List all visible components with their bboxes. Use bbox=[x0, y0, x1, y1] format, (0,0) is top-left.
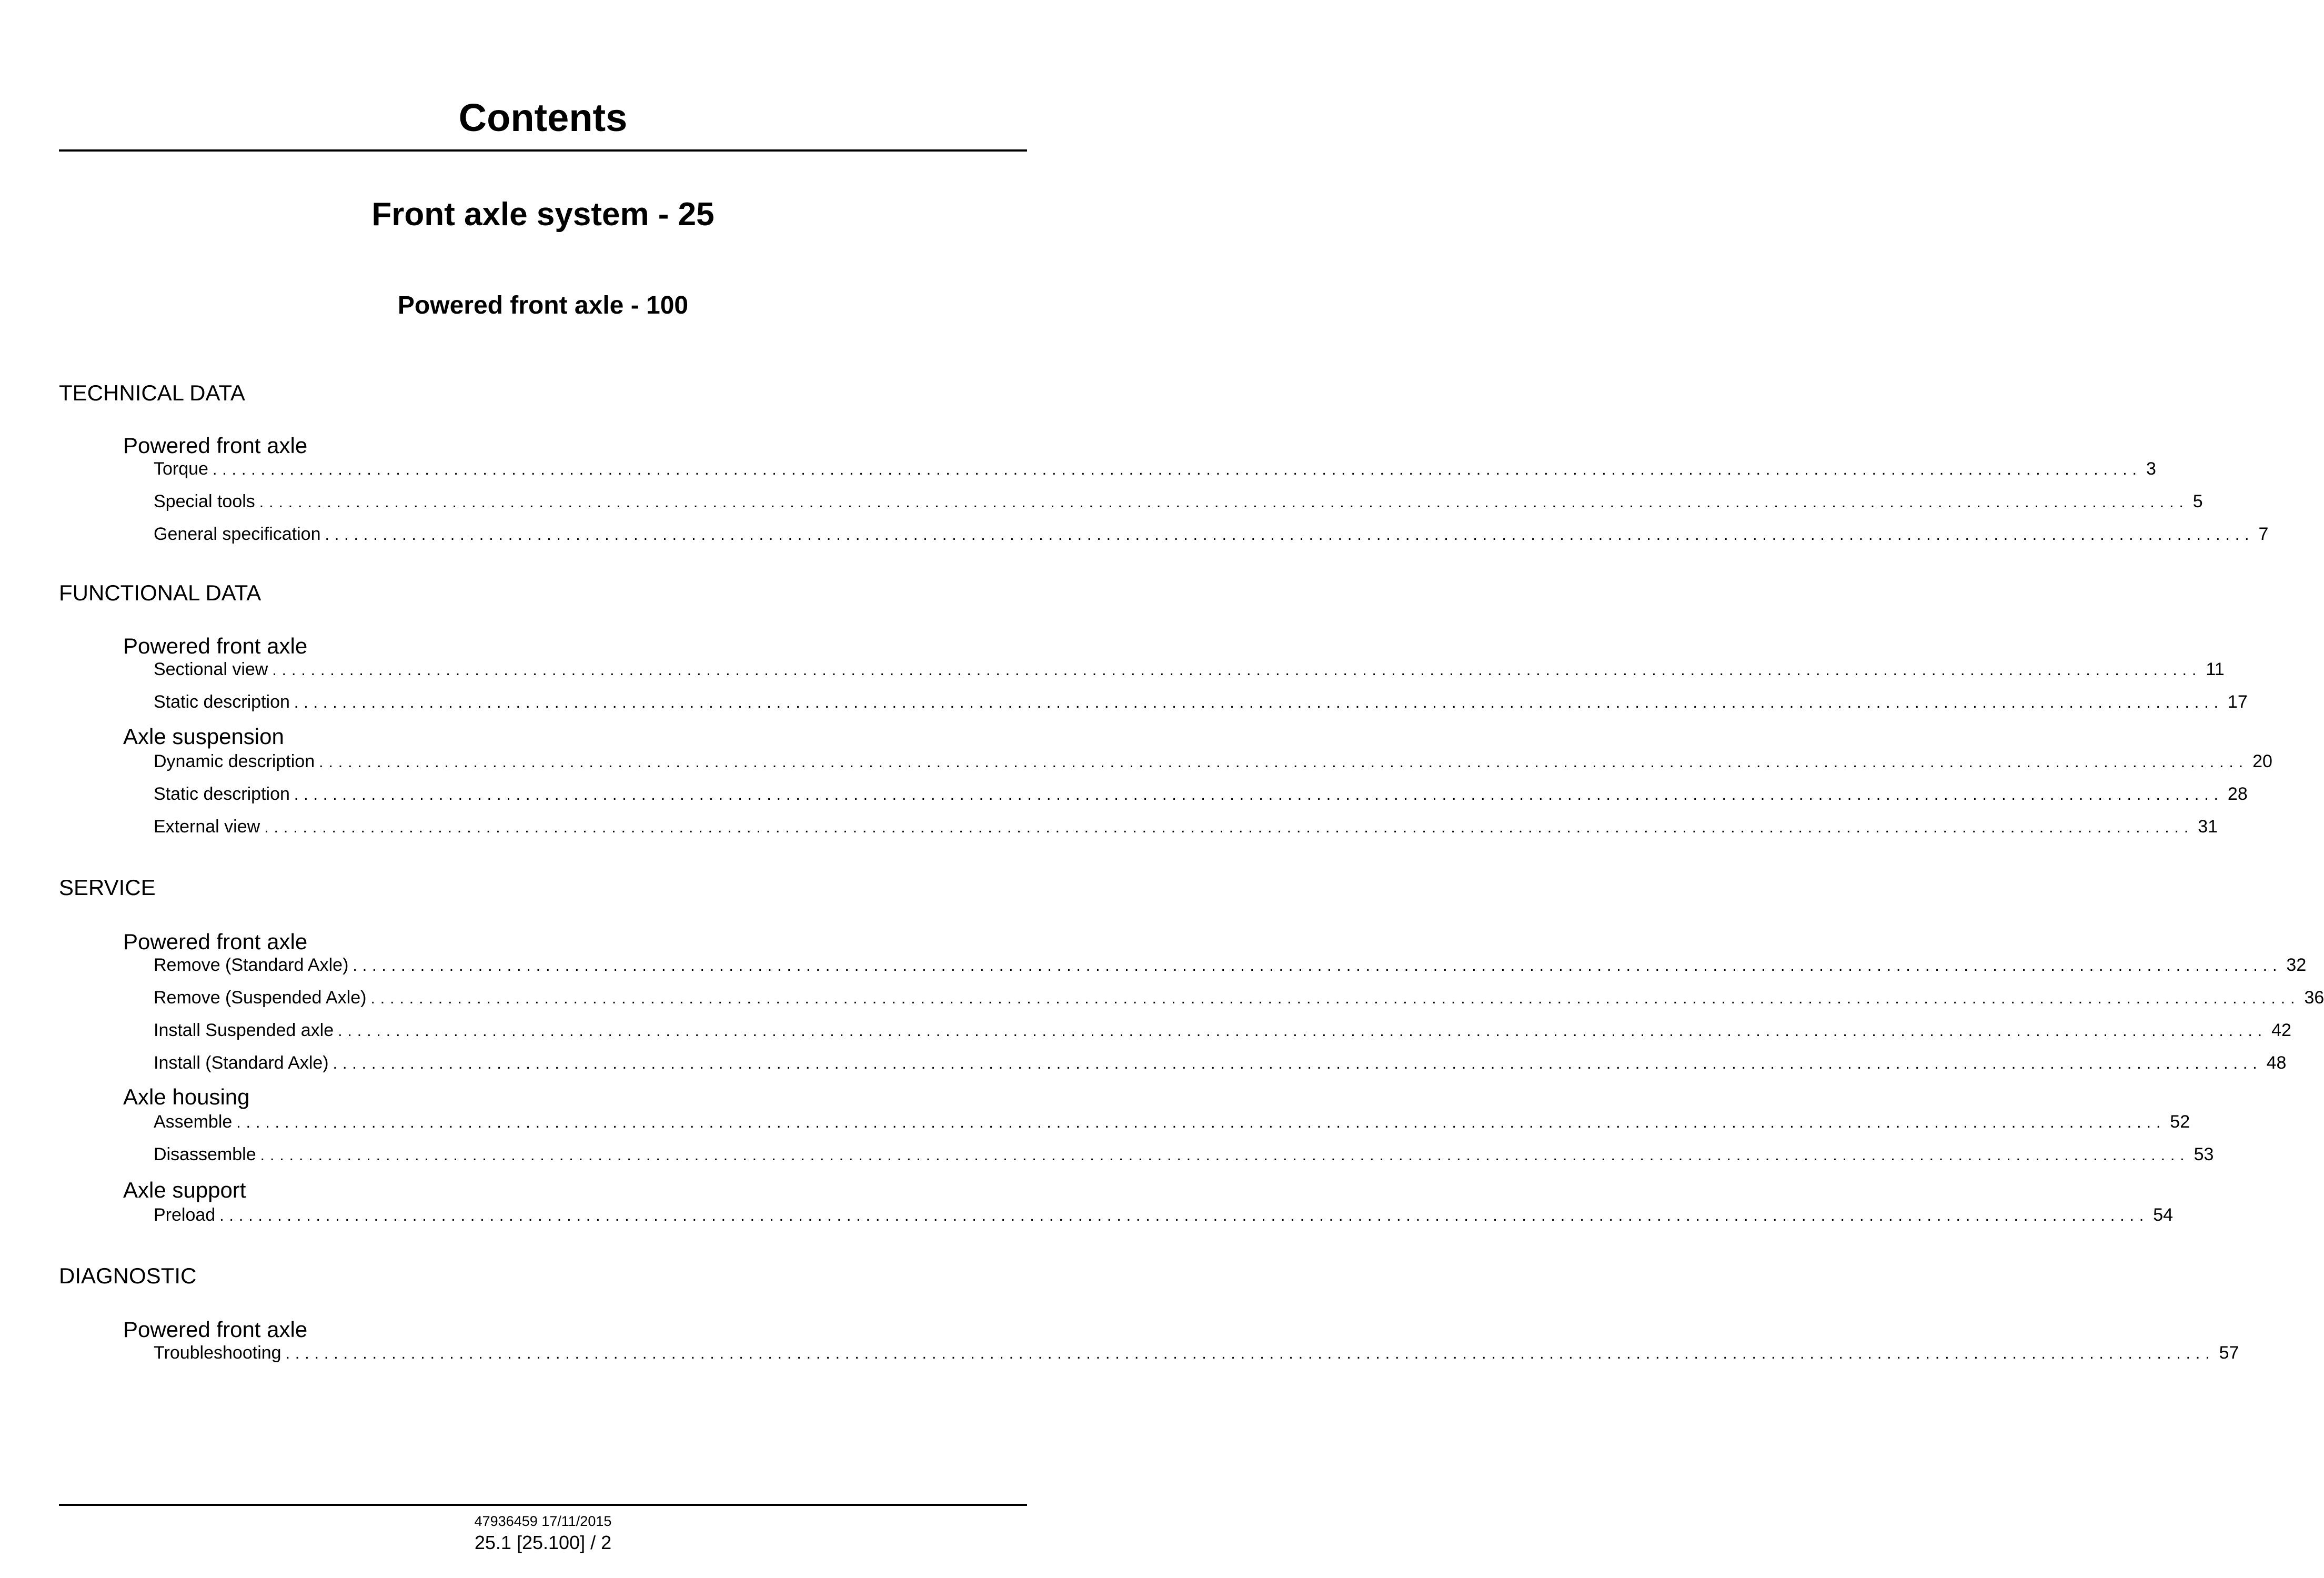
entry-page-number: 53 bbox=[2194, 1144, 2214, 1164]
system-title: Front axle system - 25 bbox=[371, 196, 715, 233]
dot-leader: ........................................................................................................................................................................................................ bbox=[259, 494, 2189, 511]
dot-leader: ........................................................................................................................................................................................................ bbox=[236, 1114, 2166, 1131]
entry-label: Install Suspended axle bbox=[154, 1020, 334, 1040]
section-heading: TECHNICAL DATA bbox=[59, 380, 245, 405]
toc-entry[interactable] bbox=[154, 1203, 2174, 1227]
entry-label: Sectional view bbox=[154, 659, 268, 679]
subgroup-heading: Axle suspension bbox=[123, 724, 284, 749]
toc-entry[interactable] bbox=[154, 750, 2272, 773]
entry-label: Assemble bbox=[154, 1112, 233, 1132]
dot-leader: ........................................................................................................................................................................................................ bbox=[212, 461, 2142, 478]
entry-label: Special tools bbox=[154, 491, 255, 511]
page-title: Contents bbox=[458, 96, 628, 139]
entry-label: Remove (Suspended Axle) bbox=[154, 988, 367, 1008]
entry-page-number: 36 bbox=[2304, 988, 2324, 1008]
dot-leader: ........................................................................................................................................................................................................ bbox=[219, 1207, 2149, 1224]
toc-entry[interactable] bbox=[154, 1110, 2190, 1133]
dot-leader: ........................................................................................................................................................................................................ bbox=[319, 753, 2249, 771]
toc-entry[interactable] bbox=[154, 953, 2307, 977]
dot-leader: ........................................................................................................................................................................................................ bbox=[272, 661, 2202, 679]
section-heading: SERVICE bbox=[59, 875, 156, 900]
entry-label: Disassemble bbox=[154, 1144, 256, 1164]
toc-entry[interactable] bbox=[154, 658, 2225, 681]
toc-entry[interactable] bbox=[154, 522, 2269, 546]
subgroup-heading: Axle support bbox=[123, 1178, 246, 1202]
entry-page-number: 17 bbox=[2227, 692, 2248, 712]
entry-label: General specification bbox=[154, 524, 321, 544]
toc-entry[interactable] bbox=[154, 1341, 2239, 1364]
dot-leader: ........................................................................................................................................................................................................ bbox=[285, 1345, 2215, 1362]
entry-label: Static description bbox=[154, 692, 290, 712]
toc-entry[interactable] bbox=[154, 782, 2248, 806]
entry-page-number: 31 bbox=[2198, 817, 2218, 837]
entry-page-number: 52 bbox=[2170, 1112, 2190, 1132]
entry-label: External view bbox=[154, 817, 260, 837]
toc-entry[interactable] bbox=[154, 815, 2218, 838]
dot-leader: ........................................................................................................................................................................................................ bbox=[338, 1022, 2268, 1040]
subgroup-heading: Powered front axle bbox=[123, 1317, 308, 1342]
entry-page-number: 54 bbox=[2153, 1205, 2174, 1225]
entry-label: Troubleshooting bbox=[154, 1343, 281, 1363]
entry-page-number: 48 bbox=[2266, 1053, 2287, 1073]
entry-page-number: 57 bbox=[2219, 1343, 2239, 1363]
entry-page-number: 11 bbox=[2206, 659, 2225, 679]
dot-leader: ........................................................................................................................................................................................................ bbox=[333, 1055, 2262, 1072]
section-heading: DIAGNOSTIC bbox=[59, 1263, 197, 1288]
entry-label: Dynamic description bbox=[154, 751, 315, 771]
entry-label: Remove (Standard Axle) bbox=[154, 955, 349, 975]
toc-entry[interactable] bbox=[154, 690, 2248, 713]
dot-leader: ........................................................................................................................................................................................................ bbox=[370, 990, 2300, 1007]
entry-page-number: 3 bbox=[2146, 459, 2156, 479]
entry-page-number: 32 bbox=[2286, 955, 2307, 975]
entry-label: Static description bbox=[154, 784, 290, 804]
dot-leader: ........................................................................................................................................................................................................ bbox=[264, 819, 2194, 836]
subgroup-heading: Powered front axle bbox=[123, 433, 308, 458]
entry-page-number: 5 bbox=[2192, 491, 2203, 511]
entry-page-number: 42 bbox=[2271, 1020, 2291, 1040]
subgroup-heading: Axle housing bbox=[123, 1084, 250, 1109]
entry-label: Preload bbox=[154, 1205, 216, 1225]
toc-entry[interactable] bbox=[154, 1143, 2214, 1166]
toc-entry[interactable] bbox=[154, 457, 2156, 480]
toc-entry[interactable] bbox=[154, 1051, 2287, 1074]
footer-divider bbox=[59, 1504, 1027, 1506]
toc-entry[interactable] bbox=[154, 490, 2203, 513]
entry-label: Torque bbox=[154, 459, 208, 479]
entry-label: Install (Standard Axle) bbox=[154, 1053, 329, 1073]
document-code: 47936459 17/11/2015 bbox=[474, 1513, 612, 1529]
dot-leader: ........................................................................................................................................................................................................ bbox=[353, 957, 2282, 974]
toc-entry[interactable] bbox=[154, 1019, 2291, 1042]
entry-page-number: 7 bbox=[2258, 524, 2269, 544]
entry-page-number: 28 bbox=[2227, 784, 2248, 804]
subgroup-heading: Powered front axle bbox=[123, 634, 308, 658]
toc-entry[interactable] bbox=[154, 986, 2324, 1009]
group-title: Powered front axle - 100 bbox=[397, 292, 689, 319]
entry-page-number: 20 bbox=[2252, 751, 2272, 771]
dot-leader: ........................................................................................................................................................................................................ bbox=[325, 526, 2255, 544]
subgroup-heading: Powered front axle bbox=[123, 929, 308, 954]
dot-leader: ........................................................................................................................................................................................................ bbox=[260, 1147, 2190, 1164]
dot-leader: ........................................................................................................................................................................................................ bbox=[294, 694, 2224, 711]
section-heading: FUNCTIONAL DATA bbox=[59, 580, 261, 605]
dot-leader: ........................................................................................................................................................................................................ bbox=[294, 786, 2224, 803]
page-reference: 25.1 [25.100] / 2 bbox=[474, 1532, 612, 1553]
